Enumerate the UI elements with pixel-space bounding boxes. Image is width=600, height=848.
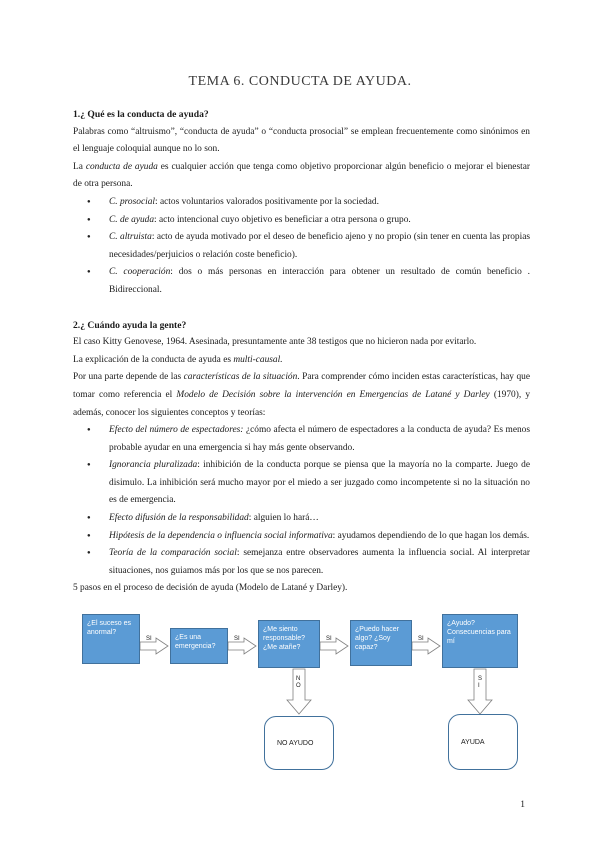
page-number: 1	[520, 800, 525, 810]
flow-step-ayudo: ¿Ayudo? Consecuencias para mí	[442, 614, 518, 668]
no-label: NO	[296, 676, 301, 689]
arrow-right-3	[320, 638, 348, 654]
flow-step-emergencia: ¿Es una emergencia?	[170, 628, 228, 664]
flow-step-anormal: ¿El suceso es anormal?	[82, 614, 140, 664]
yes-label: SI	[418, 636, 424, 642]
yes-vertical-label: SI	[478, 676, 483, 689]
paragraph: Palabras como “altruismo”, “conducta de ayuda” o “conducta prosocial” se emplean frecuentemente como sinónimos en el lenguaje coloquial aunque no lo son.	[73, 126, 530, 155]
list-item: ● C. prosocial: actos voluntarios valorados positivamente por la sociedad.	[109, 194, 530, 212]
list-item: ● C. de ayuda: acto intencional cuyo objetivo es beneficiar a otra persona o grupo.	[109, 212, 530, 230]
paragraph: 5 pasos en el proceso de decisión de ayuda (Modelo de Latané y Darley).	[73, 583, 348, 594]
flow-step-capaz: ¿Puedo hacer algo? ¿Soy capaz?	[350, 620, 412, 666]
yes-label: SI	[146, 636, 152, 642]
section-2-heading: 2.¿ Cuándo ayuda la gente?	[73, 319, 187, 331]
paragraph: La explicación de la conducta de ayuda es multi-causal.	[73, 354, 283, 365]
page-title: TEMA 6. CONDUCTA DE AYUDA.	[188, 74, 412, 89]
decision-flowchart	[82, 614, 528, 774]
section-1-heading: 1.¿ Qué es la conducta de ayuda?	[73, 109, 209, 120]
list-item: ● Hipótesis de la dependencia o influencia social informativa: ayudamos dependiendo de lo que hagan los demás.	[109, 528, 530, 546]
definition-list	[73, 194, 530, 300]
arrow-right-1	[140, 638, 168, 654]
paragraph: Por una parte depende de las características de la situación. Para comprender cómo inciden estas características, hay que tomar como referencia el Modelo de Decisión sobre la intervención en Emergencias de Latané y Darley (1970), y además, conocer los siguientes conceptos y teorías:	[73, 372, 531, 418]
list-item: ● Efecto difusión de la responsabilidad: alguien lo hará…	[109, 510, 530, 528]
list-item: ● Efecto del número de espectadores: ¿cómo afecta el número de espectadores a la conducta de ayuda? Es menos probable ayudar en una emergencia si hay más gente observando.	[109, 422, 530, 457]
outcome-ayuda: AYUDA	[448, 714, 518, 770]
concept-list	[73, 422, 530, 580]
flow-step-responsable: ¿Me siento responsable? ¿Me atañe?	[258, 620, 320, 668]
outcome-no-ayudo: NO AYUDO	[264, 716, 334, 770]
list-item: ● C. altruista: acto de ayuda motivado por el deseo de beneficio ajeno y no propio (sin tener en cuenta las propias necesidades/perjuicios o relación coste beneficio).	[109, 229, 530, 264]
yes-label: SI	[326, 636, 332, 642]
document-body	[73, 106, 530, 598]
list-item: ● Teoría de la comparación social: semejanza entre observadores aumenta la influencia social. Al interpretar situaciones, nos guiamos más por los que se nos parecen.	[109, 545, 530, 580]
list-item: ● Ignorancia pluralizada: inhibición de la conducta porque se piensa que la mayoría no la comparte. Juego de disimulo. La inhibición será mucho mayor por el miedo a ser juzgado como incompetente si no la situación no es de emergencia.	[109, 457, 530, 510]
paragraph: La conducta de ayuda es cualquier acción que tenga como objetivo proporcionar algún beneficio o mejorar el bienestar de otra persona.	[73, 161, 531, 190]
list-item: ● C. cooperación: dos o más personas en interacción para obtener un resultado de común beneficio . Bidireccional.	[109, 264, 530, 299]
arrow-right-4	[412, 638, 440, 654]
paragraph: El caso Kitty Genovese, 1964. Asesinada, presuntamente ante 38 testigos que no hicieron nada por evitarlo.	[73, 337, 477, 348]
arrow-right-2	[228, 638, 256, 654]
yes-label: SI	[234, 636, 240, 642]
